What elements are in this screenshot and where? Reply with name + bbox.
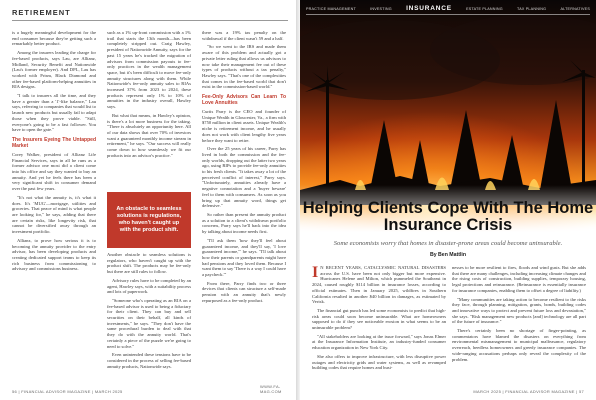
paragraph: such as a 1% up-front commission with a 1% trail that starts the 13th month—has been completely stripped out. Craig Hawley, president of Nationwide Annuity, says for the past 15 years he's tracked the migration of advisors from commission payouts to fee-only practices in the wealth management space, but it's been difficult to move fee-only annuity structures along with them. While Nationwide's fee-only annuity sales to RIAs increased 37% from 2023 to 2024, these products represent only 1% to 10% of annuities in the industry overall, Hawley says. [107, 30, 191, 110]
article-column-2-continued [107, 252, 191, 372]
publication-name: FINANCIAL ADVISOR MAGAZINE [505, 389, 575, 394]
paragraph: From there, Parry finds two or three devices that clients can structure a self-made pension with an annuity that's newly repurposed as a fee-only product. [202, 280, 286, 303]
footer-left: 56 | FINANCIAL ADVISOR MAGAZINE | MARCH 2025 [12, 389, 123, 394]
paragraph: Allianz, to prove how serious it is to becoming the annuity provider to the entry advisor, has been developing products and creating dedicated support teams to keep its rich business from commissioning to advisory and commissions business. [12, 237, 96, 272]
article-deck: Some economists worry that homes in disaster-prone areas could become uninsurable. [333, 240, 563, 247]
paragraph: is a hugely meaningful development for the end consumer because they're getting such a remarkably better product. [12, 30, 96, 47]
paragraph: "So we went to the IRS and made them aware of this problem and actually got a private letter ruling that allows us advisors to now take their management fee out of these types of products without a tax penalty," Hawley says. "That's one of the complexities that comes in the fee-based world that don't exist in the commission-based world." [202, 44, 286, 90]
pull-quote-callout [107, 192, 191, 248]
paragraph: Over the 25 years of his career, Parry has lived in both the commission and the fee-only worlds, dropping out the latter two years ago, using RIPs to provide fee-only annuities to his fresh clients. "It takes away a lot of the perceived conflict of interest," Parry says. "Unfortunately, annuities already have a negative connotation and a 'buyer beware' feel to them with consumers. As soon as you bring up that annuity word, things get defensive." [202, 146, 286, 209]
paragraph: "I talk to insurers all the time, and they have a greater than a '1'-like balance," Lau says, referring to companies that would list to launch new products but usually fail to adapt those when they prove viable. "Still, everyone's going to be a fast follower. You have to open the gate." [12, 93, 96, 133]
feature-column-2 [452, 265, 586, 365]
footer-right: MARCH 2025 | FINANCIAL ADVISOR MAGAZINE | 57 [473, 389, 584, 394]
nav-rule [306, 14, 590, 15]
feature-column-1 [312, 265, 446, 374]
paragraph: "Someone who's operating as an RIA on a fee-based advisor is used to being a fiduciary for their client. They can buy and sell securities on their behalf, all kinds of investments," he says. "They don't have the same procedural burden to deal with that they do with the annuity world. That's certainly a piece of the puzzle we're going to need to solve." [107, 297, 191, 349]
nav-item-alternatives[interactable]: ALTERNATIVES [560, 6, 590, 11]
nav-item-estate-planning[interactable]: ESTATE PLANNING [466, 6, 503, 11]
right-page [300, 0, 596, 400]
paragraph: But what that means, in Hawley's opinion, is there's a lot more business for the taking. "There is absolutely an opportunity here. All of our data shows that over 70% of investors want a guaranteed monthly income stream in retirement," he says. "Our success will really come down to how seamlessly we fit our products into an advisor's practice." [107, 112, 191, 158]
paragraph: Advisory rules have to be completed by an agent, Hawley says, with a suitability process and lots of paperwork. [107, 277, 191, 295]
paragraph: Corey Walker, president of Allianz Life Financial Services, says in all he runs as a former advisor one most did a client come into his office and say they wanted to buy an annuity. And yet he feels there has been a very significant shift in consumer demand over the past few years. [12, 151, 96, 192]
article-column-2 [107, 30, 191, 161]
footer-website: WWW.FA-MAG.COM [260, 384, 282, 394]
pull-quote-text: An obstacle to seamless solutions is regulations, who haven't caught up with the product shift. [116, 206, 182, 233]
section-tag: RETIREMENT [12, 8, 71, 17]
issue-date: MARCH 2025 [94, 389, 123, 394]
dropcap: I [312, 264, 319, 281]
lead-paragraph-text: N RECENT YEARS, CATACLYSMIC NATURAL DISASTERS across the U.S. have been not only bigger but more expensive. Hurricanes Helene and Milton, which pummeled the Southeast in 2024, caused roughly $114 billion in insurance losses, according to official estimates. Then in January 2025, wildfires in Southern California resulted in another $40 billion in damages, as estimated by Verisk. [312, 265, 446, 305]
article-column-1 [12, 30, 96, 275]
nav-item-practice-management[interactable]: PRACTICE MANAGEMENT [306, 6, 356, 11]
paragraph: "Many communities are taking action to become resilient to the risks they face, through planning, mitigation, grants, bonds, building codes and innovative ways to protect and prevent future loss and devastation," she says. "Risk management new products [and] technology are all part of the future of insurance." [452, 296, 586, 325]
paragraph: Even unintended these tensions have to be considered in the process of selling fee-based annuity products, Nationwide says. [107, 352, 191, 369]
page-number: 56 [12, 389, 18, 394]
paragraph: Curtis Parry is the CEO and founder of Unique Wealth in Gloucester, Va., a firm with $750 million in client assets. Unique Wealth's niche is retirement income, and he usually does not work with client lengthy five years before they want to retire. [202, 109, 286, 143]
paragraph: There's certainly been no shortage of finger-pointing, as commentators have blamed the disasters on everything from environmental mismanagement to municipal malfeasance, regulatory overreach, heedless homeowners and greedy insurance companies. The wide-ranging accusations perhaps only reveal the complexity of the problem. [452, 328, 586, 362]
article-byline: By Ben Mattlin [429, 252, 467, 258]
nav-item-insurance[interactable]: INSURANCE [406, 5, 452, 12]
page-number: 57 [578, 389, 584, 394]
subhead: Fee-Only Advisors Can Learn To Love Annuities [202, 94, 286, 107]
nav-item-tax-planning[interactable]: TAX PLANNING [517, 6, 547, 11]
section-nav [306, 5, 590, 12]
paragraph: She also offers to improve infrastructure, with less disruptive power outages and electricity grids and water systems, as well as revamped building codes that require homes and busi- [312, 353, 446, 371]
article-headline: Helping Clients Cope With The Home Insurance Crisis [302, 199, 594, 234]
paragraph: The financial gut punch has led some economists to predict that high-risk areas could soon become uninsurable. What are homeowners supposed to do if they see noticeable erosion in what seems to be an uninsurable problem? [312, 307, 446, 331]
article-column-3 [202, 30, 286, 307]
paragraph: nesses to be more resilient to fires, floods and wind gusts. But she adds that there are many challenges, including increasing climate changes and the rising costs of construction, building supplies, temporary housing, legal protections and reinsurance. (Reinsurance is essentially insurance for insurance companies, enabling them to offset a degree of liability.) [452, 265, 586, 293]
subhead: The Insurers Eyeing The Untapped Market [12, 136, 96, 149]
paragraph: Among the insurers leading the charge for fee-based products, says Lau, are Allianz, Midland, Security Benefit and Nationwide (Lau's former employer). And DPL, Lau has worked with Prism, Black Diamond and other fee-based platform-helping annuities in RIA designs. [12, 50, 96, 90]
issue-date: MARCH 2025 [473, 389, 502, 394]
paragraph: "All stakeholders are looking at the issue forward," says Jonas Elmer at the Insurance Information Institute, an industry-funded consumer education organization in New York City. [312, 333, 446, 351]
publication-name: FINANCIAL ADVISOR MAGAZINE [21, 389, 91, 394]
top-rule [12, 20, 288, 21]
wildfire-illustration [300, 0, 596, 232]
wildfire-photo [300, 0, 596, 232]
left-page [0, 0, 296, 400]
paragraph: "I'll ask them 'how they'll feel about guaranteed income, and they'll say, 'I love guaranteed income,'" he says. "I'll talk about how their parents or grandparents might have had pensions and they loved them. Because I want them to say 'There is a way I could have a paycheck.'" [202, 237, 286, 278]
paragraph: there was a 19% tax penalty on the withdrawal if the client wasn't 59 and a half. [202, 30, 286, 41]
lead-paragraph [312, 265, 446, 305]
paragraph: So rather than present the annuity product as a solution to a client's withdrawn portfolio concerns, Parry says he'll back into the idea by talking about income needs first. [202, 211, 286, 235]
paragraph: "It's not what the annuity is, it's what it does. It's 'MUG'—mortgage, utilities and groceries. That peace of mind is what people are looking for," he says, adding that there are certain risks, like longevity risk, that cannot be diversified away through an investment portfolio. [12, 194, 96, 235]
paragraph: Another obstacle to seamless solutions is regulators, who haven't caught up with the product shift. The products may be fee-only but there are still rules to follow. [107, 252, 191, 275]
nav-item-investing[interactable]: INVESTING [370, 6, 392, 11]
